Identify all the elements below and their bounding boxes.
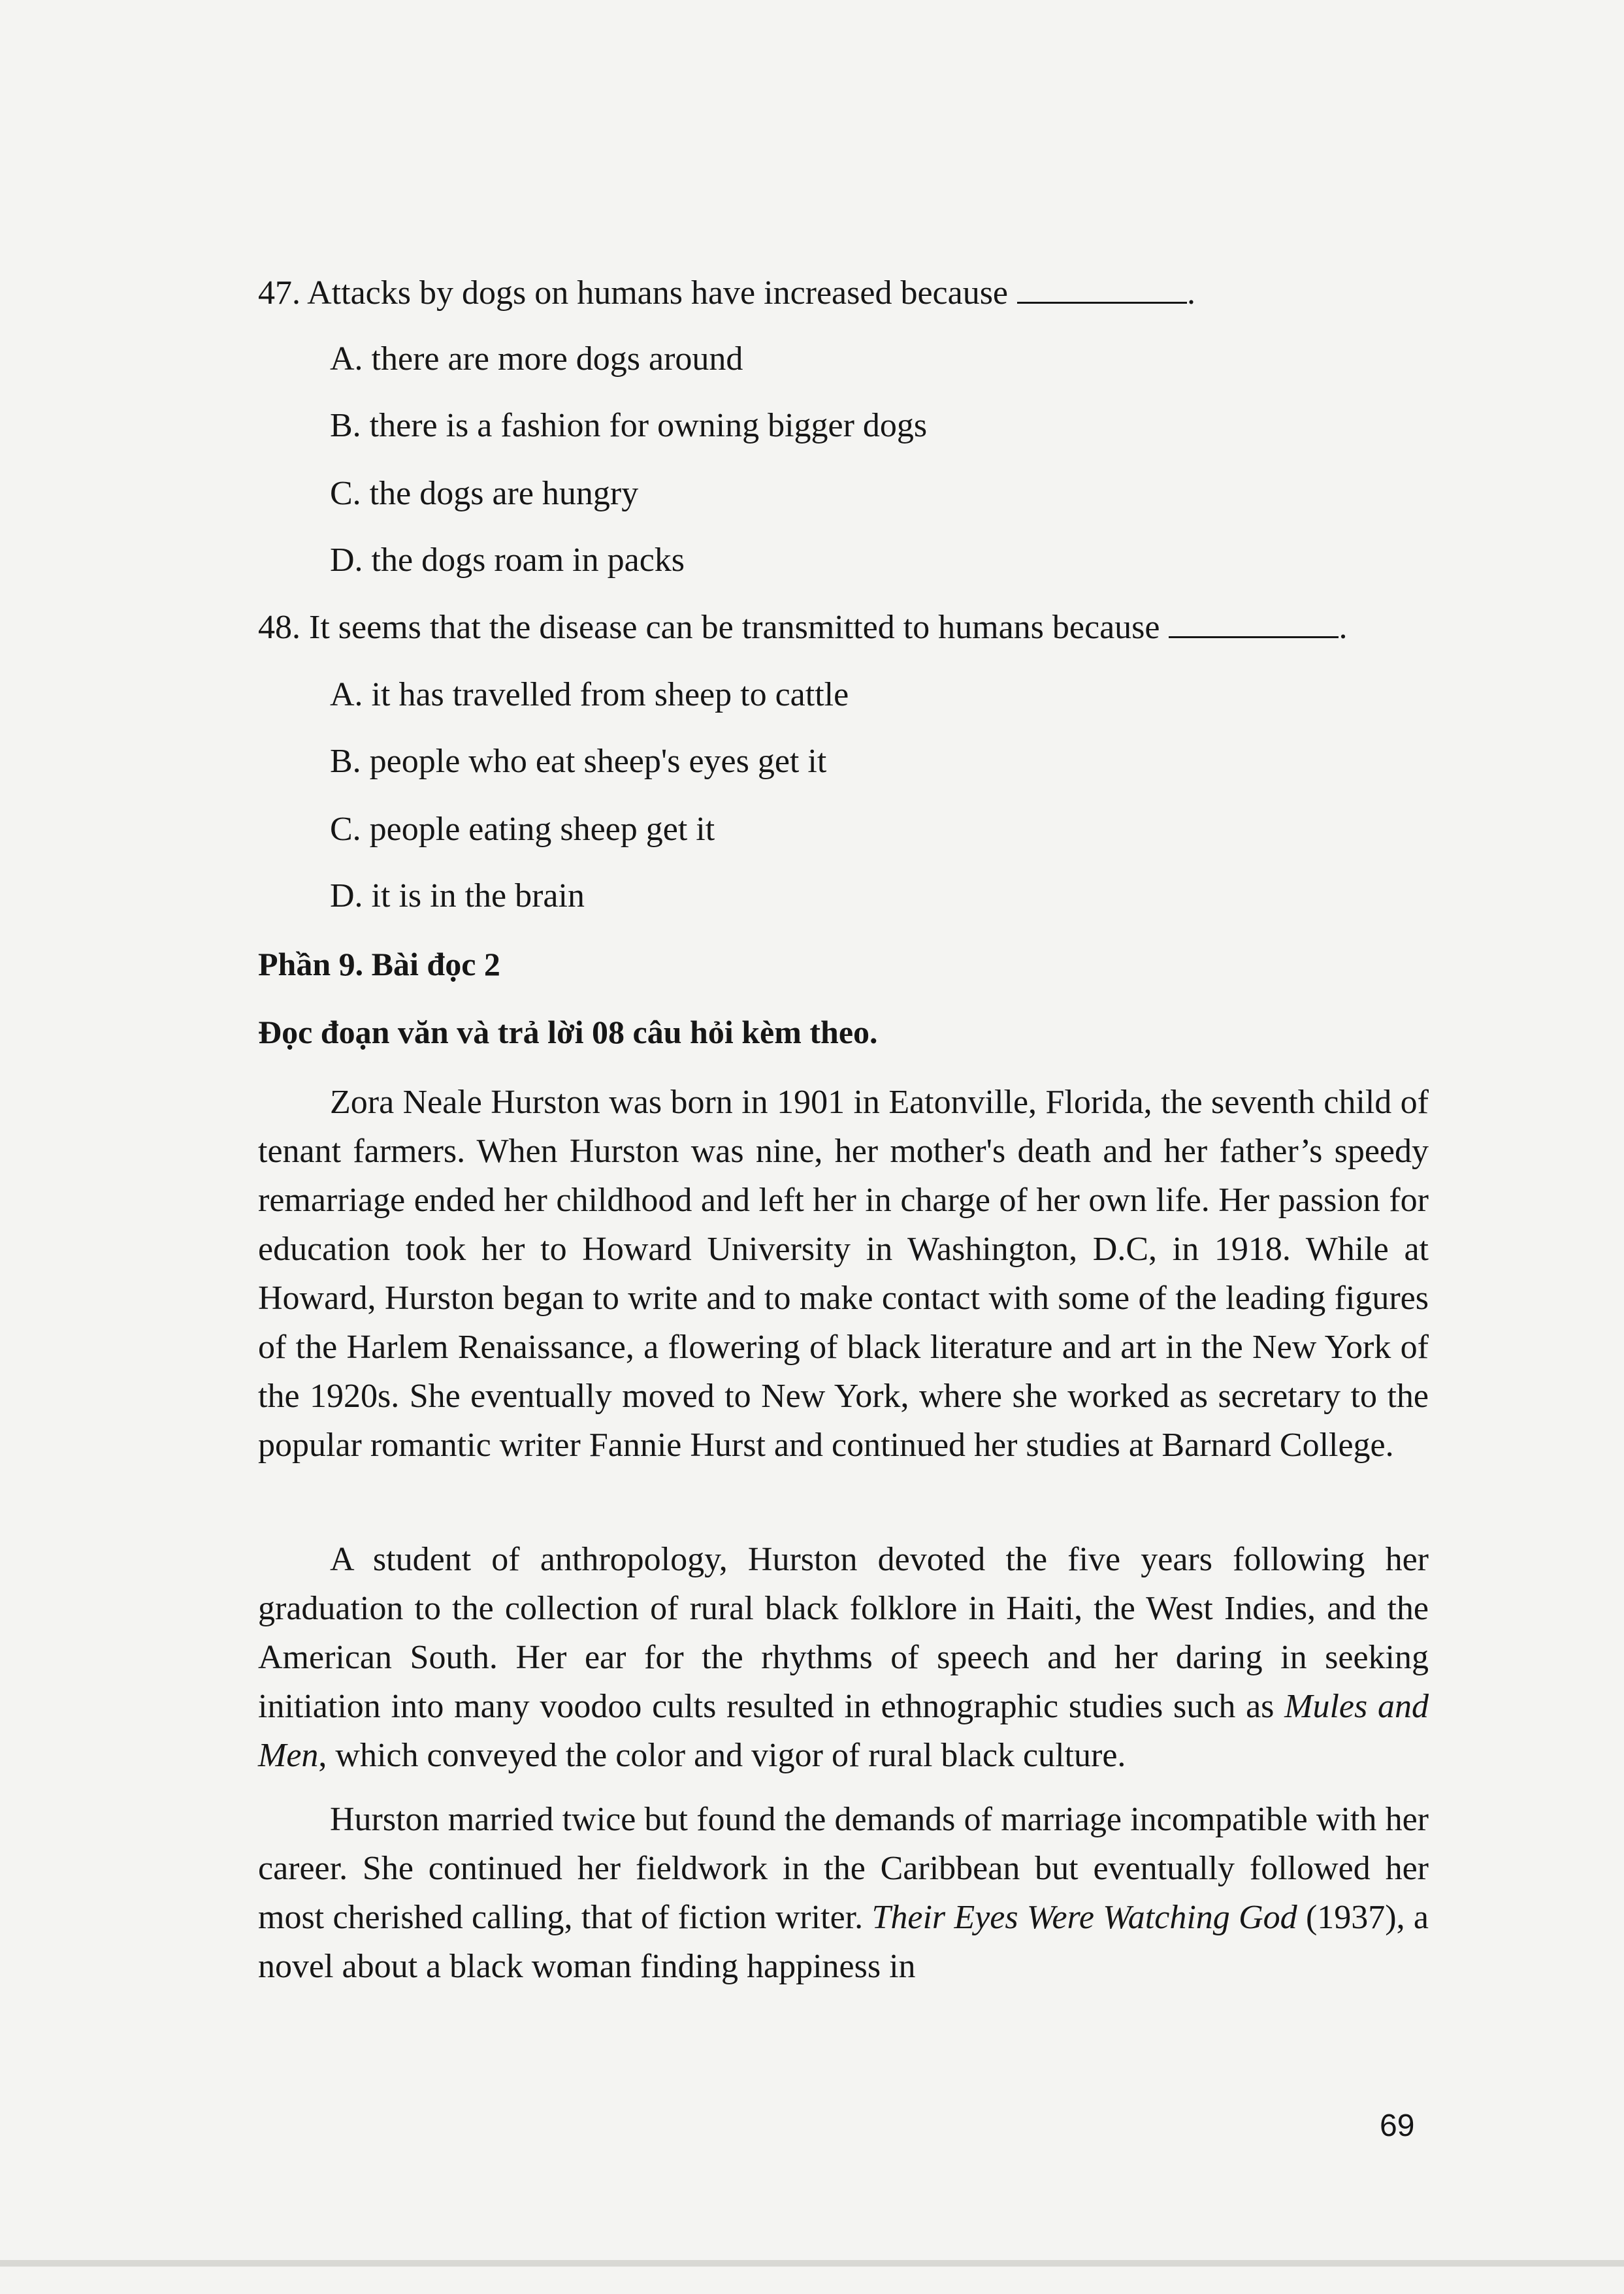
section-instruction: Đọc đoạn văn và trả lời 08 câu hỏi kèm theo. [258, 1014, 878, 1050]
passage-paragraph-2-text-a: A student of anthropology, Hurston devoted the five years following her graduation to the collection of rural black folklore in Haiti, the West Indies, and the American South. Her ear for the rhythms of speech and her daring in seeking initiation into many voodoo cults resulted in ethnographic studies such as [258, 1541, 1429, 1725]
passage-paragraph-3-text-b: (1937), a novel about a black woman finding happiness in [258, 1899, 1429, 1985]
option-47-a: A. there are more dogs around [330, 340, 743, 378]
book-title-their-eyes: Their Eyes Were Watching God [871, 1899, 1297, 1936]
option-47-c: C. the dogs are hungry [330, 475, 639, 512]
passage-paragraph-2-text-b: , which conveyed the color and vigor of rural black culture. [318, 1737, 1126, 1774]
book-title-mules-and-men: Mules and Men [258, 1688, 1429, 1774]
answer-blank-47 [1017, 273, 1187, 304]
question-47 [258, 273, 1195, 313]
question-48 [258, 607, 1347, 647]
option-48-a: A. it has travelled from sheep to cattle [330, 676, 849, 713]
option-47-b: B. there is a fashion for owning bigger dogs [330, 407, 928, 444]
passage-paragraph-3 [258, 1795, 1429, 1991]
option-48-c: C. people eating sheep get it [330, 811, 715, 848]
scan-edge-divider [0, 2260, 1624, 2267]
option-47-d: D. the dogs roam in packs [330, 541, 685, 579]
question-48-end: . [1339, 609, 1348, 646]
question-47-end: . [1187, 274, 1196, 312]
passage-paragraph-1-text: Zora Neale Hurston was born in 1901 in Eatonville, Florida, the seventh child of tenant farmers. When Hurston was nine, her mother's death and her father’s speedy remarriage ended her childhood and left her in charge of her own life. Her passion for education took her to Howard University in Washington, D.C, in 1918. While at Howard, Hurston began to write and to make contact with some of the leading figures of the Harlem Renaissance, a flowering of black literature and art in the New York of the 1920s. She eventually moved to New York, where she worked as secretary to the popular romantic writer Fannie Hurst and continued her studies at Barnard College. [258, 1084, 1429, 1464]
page-number: 69 [1380, 2108, 1415, 2143]
option-48-d: D. it is in the brain [330, 877, 585, 914]
passage-paragraph-1 [258, 1078, 1429, 1470]
question-48-stem: 48. It seems that the disease can be transmitted to humans because [258, 609, 1160, 646]
passage-paragraph-3-text-a: Hurston married twice but found the demands of marriage incompatible with her career. She continued her fieldwork in the Caribbean but eventually followed her most cherished calling, that of fiction writer. [258, 1801, 1429, 1936]
option-48-b: B. people who eat sheep's eyes get it [330, 743, 827, 780]
answer-blank-48 [1169, 607, 1339, 638]
passage-paragraph-2 [258, 1535, 1429, 1780]
question-47-stem: 47. Attacks by dogs on humans have increased because [258, 274, 1009, 312]
section-title: Phần 9. Bài đọc 2 [258, 946, 500, 982]
